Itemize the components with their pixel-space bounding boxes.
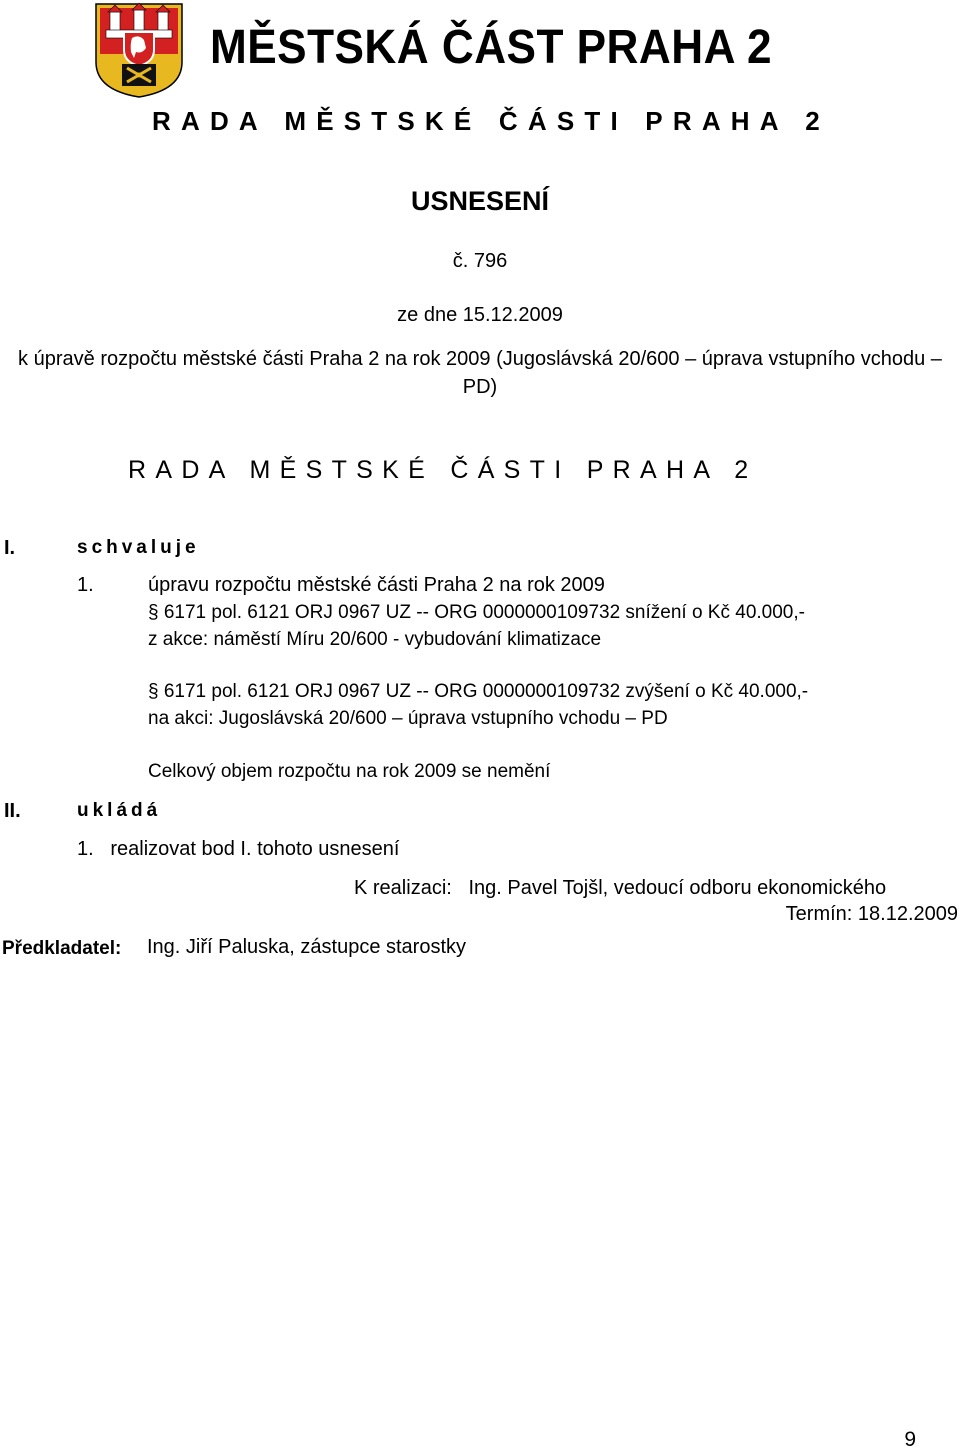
resolution-subject: k úpravě rozpočtu městské části Praha 2 na rok 2009 (Jugoslávská 20/600 – úprava vstupního vchodu – PD) — [18, 348, 942, 398]
council-heading: RADA MĚSTSKÉ ČÁSTI PRAHA 2 — [128, 456, 758, 484]
budget-increase-target: na akci: Jugoslávská 20/600 – úprava vstupního vchodu – PD — [148, 708, 668, 729]
logo-title: MĚSTSKÁ ČÁST PRAHA 2 — [210, 21, 773, 74]
submitter-name: Ing. Jiří Paluska, zástupce starostky — [147, 936, 467, 958]
section-2-verb: ukládá — [77, 800, 162, 821]
logo-subtitle: RADA MĚSTSKÉ ČÁSTI PRAHA 2 — [152, 106, 830, 136]
budget-decrease-line: § 6171 pol. 6121 ORJ 0967 UZ -- ORG 0000000109732 snížení o Kč 40.000,- — [148, 602, 805, 623]
section-1-numeral: I. — [4, 537, 16, 559]
section-1-item-number: 1. — [77, 574, 94, 596]
prague-2-coat-of-arms-icon — [94, 2, 184, 98]
budget-increase-line: § 6171 pol. 6121 ORJ 0967 UZ -- ORG 0000000109732 zvýšení o Kč 40.000,- — [148, 681, 809, 702]
resolution-date: ze dne 15.12.2009 — [397, 304, 563, 326]
budget-total-note: Celkový objem rozpočtu na rok 2009 se nemění — [148, 761, 551, 782]
document-title: USNESENÍ — [410, 186, 550, 216]
deadline: Termín: 18.12.2009 — [785, 903, 958, 925]
page-number: 9 — [904, 1428, 916, 1451]
section-2-item: 1. realizovat bod I. tohoto usnesení — [77, 838, 400, 860]
section-2-numeral: II. — [4, 800, 21, 822]
submitter-label: Předkladatel: — [2, 938, 122, 959]
resolution-number: č. 796 — [452, 250, 508, 272]
section-1-item-text: úpravu rozpočtu městské části Praha 2 na rok 2009 — [148, 574, 605, 596]
section-1-verb: schvaluje — [77, 537, 200, 558]
budget-decrease-source: z akce: náměstí Míru 20/600 - vybudování klimatizace — [148, 629, 602, 650]
responsible-person: K realizaci: Ing. Pavel Tojšl, vedoucí odboru ekonomického — [354, 877, 887, 899]
